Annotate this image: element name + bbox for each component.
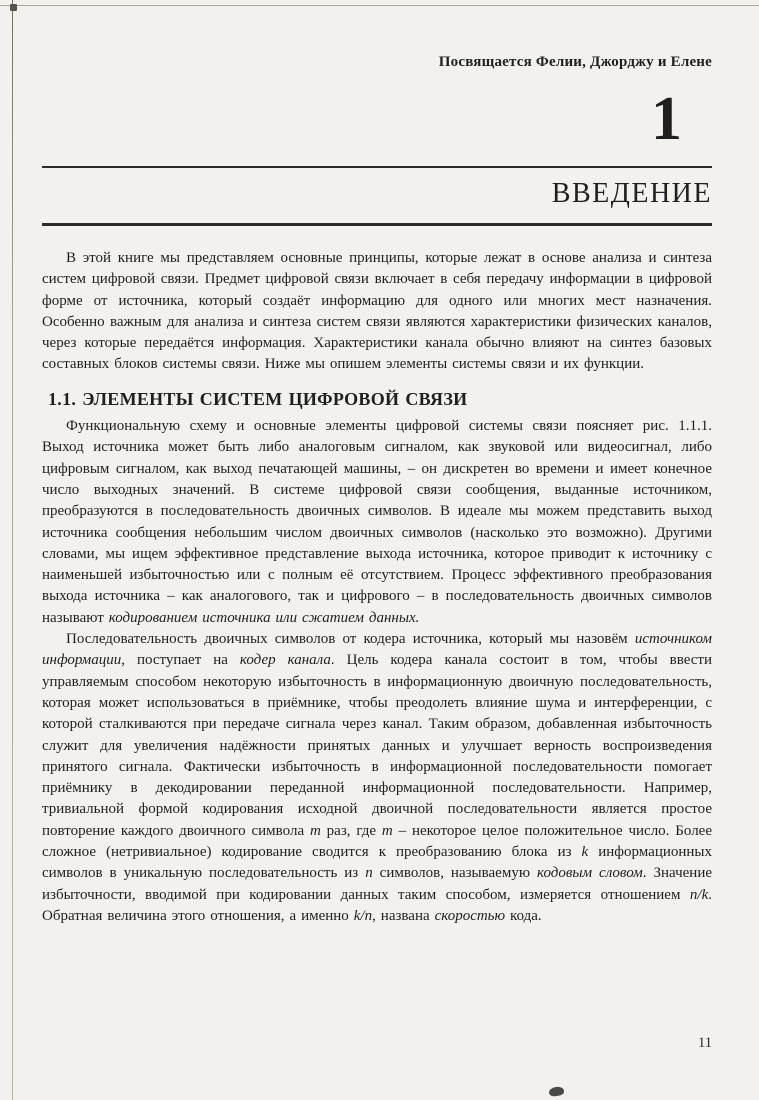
chapter-number: 1 bbox=[651, 85, 682, 153]
scan-artifact-smudge bbox=[548, 1086, 564, 1097]
body-text bbox=[42, 248, 712, 927]
dedication-text: Посвящается Фелии, Джорджу и Елене bbox=[438, 54, 712, 70]
paragraph-intro: В этой книге мы представляем основные принципы, которые лежат в основе анализа и синтеза систем цифровой связи. Предмет цифровой связи включает в себя передачу информации в цифровой форме от источника, который создаёт информацию для одного или многих мест назначения. Особенно важным для анализа и синтеза систем связи являются характеристики физических каналов, через которые передаётся информация. Характеристики канала обычно влияют на синтез базовых составных блоков системы связи. Ниже мы опишем элементы системы связи и их функции. bbox=[42, 250, 712, 373]
page-content bbox=[42, 0, 712, 927]
chapter-title: ВВЕДЕНИЕ bbox=[551, 178, 712, 209]
scan-artifact-corner-mark bbox=[10, 4, 17, 11]
page-number: 11 bbox=[698, 1035, 712, 1051]
scan-artifact-left-line bbox=[12, 0, 13, 1100]
section-heading: 1.1. ЭЛЕМЕНТЫ СИСТЕМ ЦИФРОВОЙ СВЯЗИ bbox=[48, 388, 468, 409]
paragraph-channel-coding: Последовательность двоичных символов от кодера источника, который мы назовём источником информации, поступает на кодер канала. Цель кодера канала состоит в том, чтобы ввести управляемым способом некоторую избыточность в информационную двоичную последовательность, которая может использоваться в приёмнике, чтобы преодолеть влияние шума и интерференции, с которой сталкиваются при передаче сигнала через канал. Таким образом, добавленная избыточность служит для увеличения надёжности принятых данных и улучшает верность воспроизведения принятого сигнала. Фактически избыточность в информационной последовательности помогает приёмнику в декодировании переданной информационной последовательности. Например, тривиальной формой кодирования исходной двоичной последовательности является простое повторение каждого двоичного символа m раз, где m – некоторое целое положительное число. Более сложное (нетривиальное) кодирование сводится к преобразованию блока из k информационных символов в уникальную последовательность из n символов, называемую кодовым словом. Значение избыточности, вводимой при кодировании данных таким способом, измеряется отношением n/k. Обратная величина этого отношения, а именно k/n, названа скоростью кода. bbox=[42, 631, 713, 924]
paragraph-source-coding: Функциональную схему и основные элементы цифровой системы связи поясняет рис. 1.1.1. Выход источника может быть либо аналоговым сигналом, как звуковой или видеосигнал, либо цифровым сигналом, как выход печатающей машины, – он дискретен во времени и имеет конечное число выходных значений. В системе цифровой связи сообщения, выданные источником, преобразуются в последовательность двоичных символов. В идеале мы можем представить выход источника сообщения небольшим числом двоичных символов (насколько это возможно). Другими словами, мы ищем эффективное представление выхода источника, которое приводит к источнику с наименьшей избыточностью или с полным её отсутствием. Процесс эффективного преобразования выхода источника – как аналогового, так и цифрового – в последовательность двоичных символов называют кодированием источника или сжатием данных. bbox=[42, 418, 712, 626]
divider-above-title bbox=[42, 166, 712, 168]
divider-below-title bbox=[42, 223, 712, 226]
